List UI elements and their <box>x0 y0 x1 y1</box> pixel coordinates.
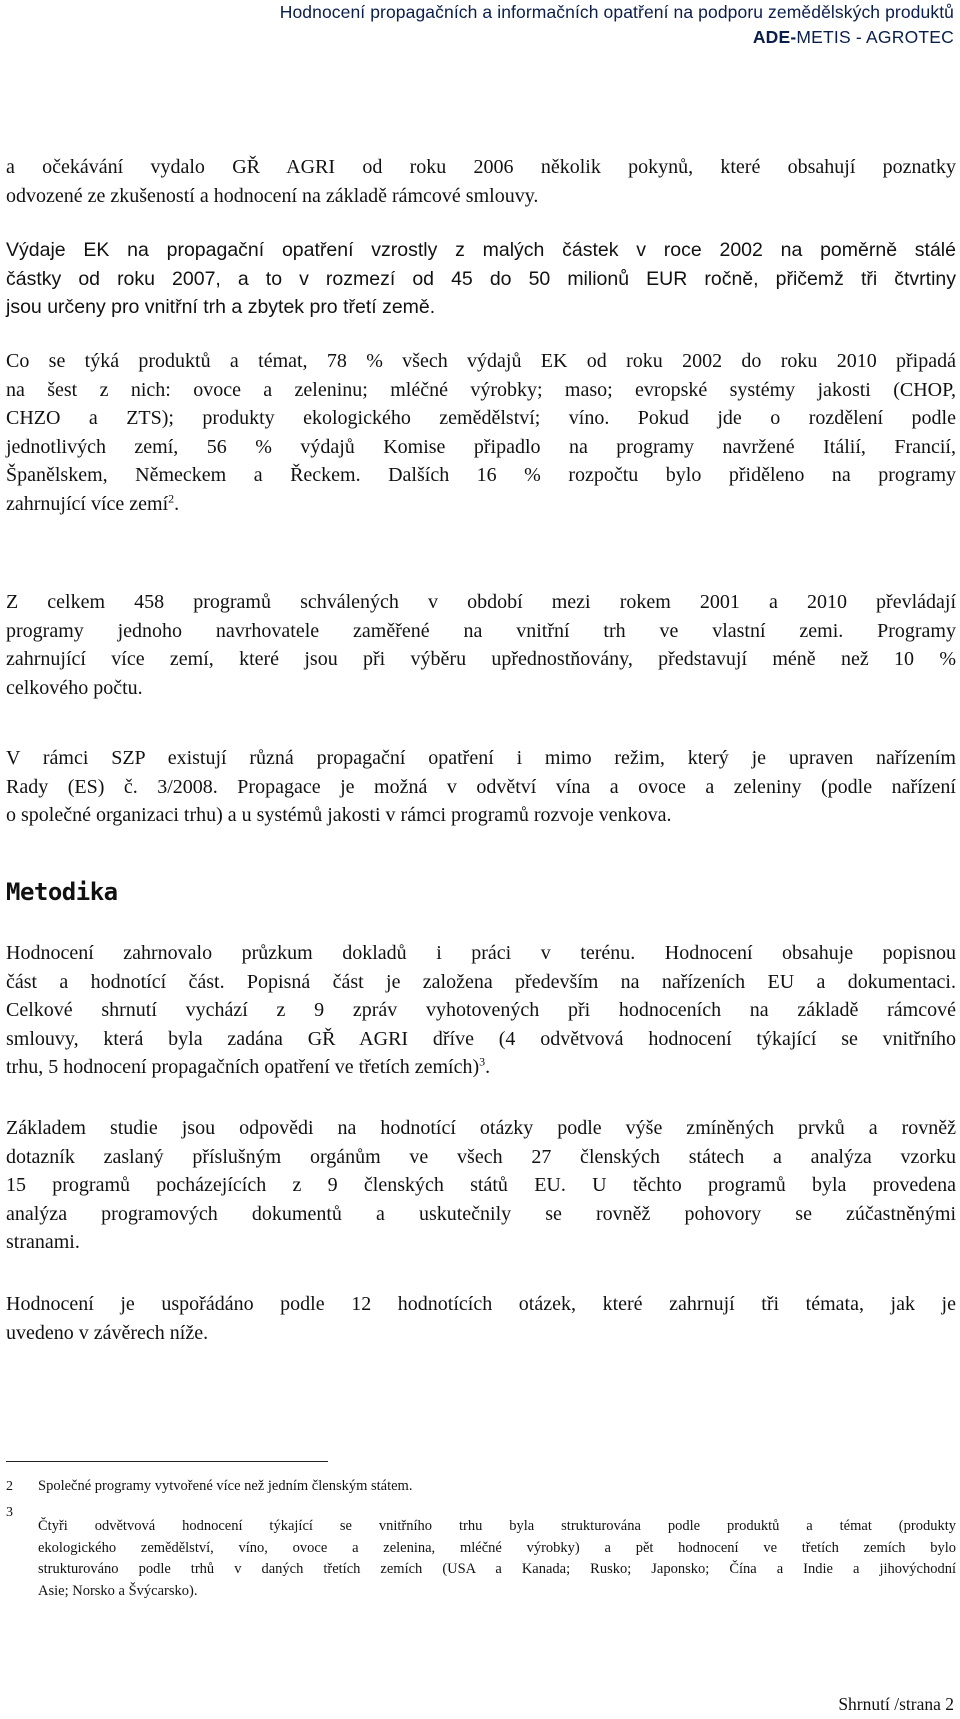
text-line: Španělskem, Německem a Řeckem. Dalších 16 % rozpočtu bylo přiděleno na programy <box>6 464 956 486</box>
text-line: částky od roku 2007, a to v rozmezí od 45 do 50 milionů EUR ročně, přičemž tři čtvrtiny <box>6 267 956 290</box>
text-line: Společné programy vytvořené více než jedním členským státem. <box>38 1478 413 1494</box>
text-line: analýza programových dokumentů a uskutečnily se rovněž pohovory se zúčastněnými <box>6 1202 956 1225</box>
footnote-number: 2 <box>6 1479 13 1494</box>
text-line: 15 programů pocházejících z 9 členských států EU. U těchto programů byla provedena <box>6 1174 956 1196</box>
text-line: celkového počtu. <box>6 676 143 699</box>
text-line: uvedeno v závěrech níže. <box>6 1321 209 1344</box>
text-line: stranami. <box>6 1231 80 1253</box>
sentence-end: . <box>485 1056 491 1078</box>
footnote-body <box>38 1476 956 1498</box>
paragraph-study-basis <box>6 1114 956 1257</box>
text-line: dotazník zaslaný příslušným orgánům ve všech 27 členských státech a analýza vzorku <box>6 1145 956 1168</box>
paragraph-cap-measures <box>6 744 956 830</box>
footnote-separator <box>6 1461 328 1462</box>
text-line: a očekávání vydalo GŘ AGRI od roku 2006 několik pokynů, které obsahují poznatky <box>6 156 956 178</box>
running-header-title: Hodnocení propagačních a informačních opatření na podporu zemědělských produktů <box>279 2 954 22</box>
text-line: ekologického zemědělství, víno, ovoce a zelenina, mléčné výrobky) a pět hodnocení ve třetích zemích bylo <box>38 1539 956 1556</box>
text-line: V rámci SZP existují různá propagační opatření i mimo režim, který je upraven nařízením <box>6 747 956 769</box>
paragraph-evaluation-structure <box>6 1290 956 1347</box>
footnote-body <box>38 1516 956 1602</box>
text-line: Čtyři odvětvová hodnocení týkající se vnitřního trhu byla strukturována podle produktů a témat (produkty <box>38 1518 956 1534</box>
running-header-organization <box>753 27 954 48</box>
paragraph-expenditure <box>6 236 956 322</box>
text-line: Asie; Norsko a Švýcarsko). <box>38 1582 198 1599</box>
text-line: smlouvy, která byla zadána GŘ AGRI dříve (4 odvětvová hodnocení týkající se vnitřního <box>6 1027 956 1050</box>
organization-name-bold: ADE- <box>752 27 797 47</box>
text-line: o společné organizaci trhu) a u systémů jakosti v rámci programů rozvoje venkova. <box>6 804 672 826</box>
text-line: Celkové shrnutí vychází z 9 zpráv vyhotovených při hodnoceních na základě rámcové <box>6 999 956 1021</box>
text-line <box>6 1053 956 1082</box>
sentence-end: . <box>174 492 180 515</box>
text-line: na šest z nich: ovoce a zeleninu; mléčné výrobky; maso; evropské systémy jakosti (CHOP, <box>6 378 956 401</box>
footnote-reference[interactable]: 3 <box>479 1054 486 1069</box>
paragraph-programmes-count <box>6 588 956 702</box>
text-line: Z celkem 458 programů schválených v období mezi rokem 2001 a 2010 převládají <box>6 591 956 613</box>
section-heading-methodology: Metodika <box>6 878 118 906</box>
text-line-content: trhu, 5 hodnocení propagačních opatření ve třetích zemích) <box>6 1056 480 1078</box>
text-line: zahrnující více zemí, které jsou při výběru upřednostňovány, představují méně než 10 % <box>6 648 956 670</box>
footnote-reference[interactable]: 2 <box>168 490 175 505</box>
paragraph-evaluation-method <box>6 939 956 1082</box>
paragraph-products-themes <box>6 347 956 518</box>
text-line: část a hodnotící část. Popisná část je založena především na nařízeních EU a dokumentaci. <box>6 970 956 993</box>
text-line: jsou určeny pro vnitřní trh a zbytek pro třetí země. <box>6 296 436 318</box>
text-line: Hodnocení zahrnovalo průzkum dokladů i práci v terénu. Hodnocení obsahuje popisnou <box>6 942 956 964</box>
text-line: odvozené ze zkušeností a hodnocení na základě rámcové smlouvy. <box>6 184 539 207</box>
page-footer-label: Shrnutí /strana 2 <box>838 1694 954 1714</box>
text-line: strukturováno podle trhů v daných třetích zemích (USA a Kanada; Rusko; Japonsko; Čína a Indie a jihovýchodní <box>38 1561 956 1577</box>
text-line: jednotlivých zemí, 56 % výdajů Komise připadlo na programy navržené Itálií, Francií, <box>6 435 956 458</box>
paragraph-guidelines <box>6 153 956 210</box>
text-line: Co se týká produktů a témat, 78 % všech výdajů EK od roku 2002 do roku 2010 připadá <box>6 350 956 372</box>
text-line: Hodnocení je uspořádáno podle 12 hodnotících otázek, které zahrnují tři témata, jak je <box>6 1293 956 1315</box>
footnote-number: 3 <box>6 1505 13 1520</box>
text-line <box>6 490 956 519</box>
text-line: Rady (ES) č. 3/2008. Propagace je možná v odvětví vína a ovoce a zeleniny (podle nařízení <box>6 775 956 798</box>
organization-name-rest: METIS - AGROTEC <box>796 27 954 47</box>
text-line: CHZO a ZTS); produkty ekologického zemědělství; víno. Pokud jde o rozdělení podle <box>6 407 956 429</box>
text-line: Výdaje EK na propagační opatření vzrostly z malých částek v roce 2002 na poměrně stálé <box>6 239 956 261</box>
text-line: programy jednoho navrhovatele zaměřené na vnitřní trh ve vlastní zemi. Programy <box>6 619 956 642</box>
text-line-content: zahrnující více zemí <box>6 492 169 515</box>
text-line: Základem studie jsou odpovědi na hodnotící otázky podle výše zmíněných prvků a rovněž <box>6 1117 956 1139</box>
